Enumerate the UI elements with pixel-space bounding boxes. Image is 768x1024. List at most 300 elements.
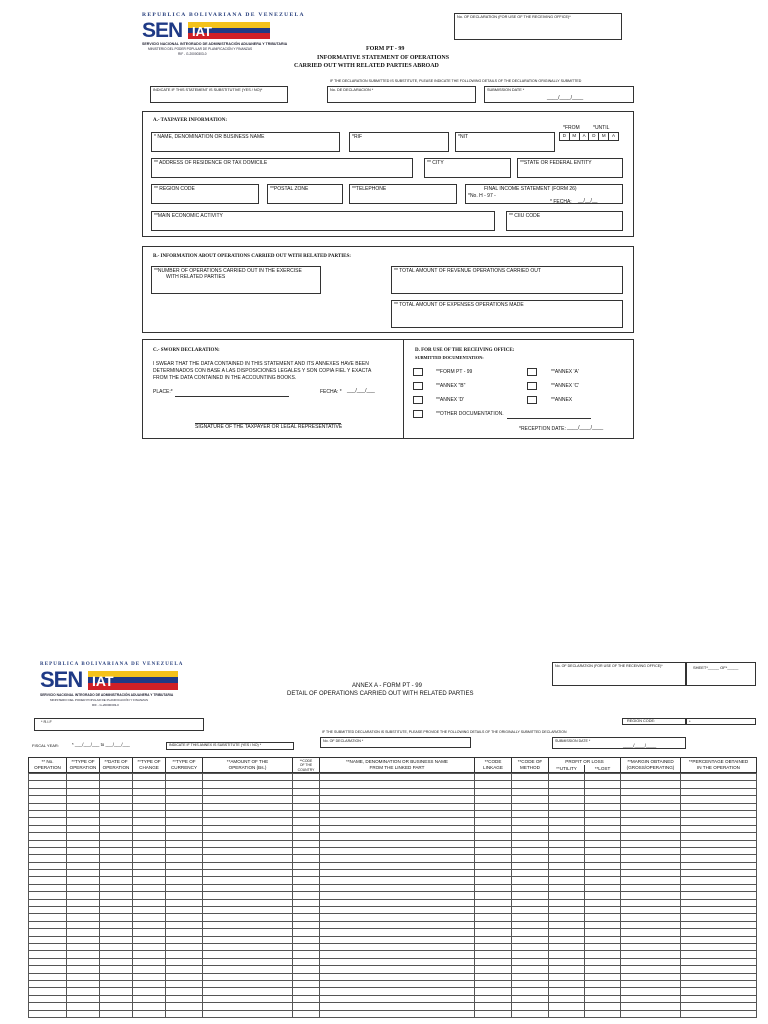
- table-cell[interactable]: [549, 936, 585, 943]
- table-row[interactable]: [29, 973, 757, 980]
- table-cell[interactable]: [585, 818, 621, 825]
- table-row[interactable]: [29, 943, 757, 950]
- table-cell[interactable]: [475, 914, 512, 921]
- table-cell[interactable]: [512, 988, 549, 995]
- table-cell[interactable]: [293, 899, 320, 906]
- table-cell[interactable]: [203, 862, 293, 869]
- table-cell[interactable]: [512, 862, 549, 869]
- table-cell[interactable]: [585, 958, 621, 965]
- table-cell[interactable]: [67, 1010, 100, 1017]
- table-row[interactable]: [29, 803, 757, 810]
- table-cell[interactable]: [293, 966, 320, 973]
- table-cell[interactable]: [621, 966, 681, 973]
- table-cell[interactable]: [133, 840, 166, 847]
- table-cell[interactable]: [621, 988, 681, 995]
- table-cell[interactable]: [293, 980, 320, 987]
- table-cell[interactable]: [100, 796, 133, 803]
- other-docs-line[interactable]: [507, 418, 591, 419]
- table-cell[interactable]: [29, 921, 67, 928]
- table-cell[interactable]: [585, 774, 621, 781]
- table-cell[interactable]: [512, 899, 549, 906]
- table-cell[interactable]: [512, 892, 549, 899]
- table-cell[interactable]: [475, 788, 512, 795]
- table-cell[interactable]: [475, 862, 512, 869]
- table-row[interactable]: [29, 847, 757, 854]
- table-cell[interactable]: [133, 803, 166, 810]
- table-cell[interactable]: [475, 774, 512, 781]
- table-cell[interactable]: [203, 892, 293, 899]
- table-row[interactable]: [29, 855, 757, 862]
- table-cell[interactable]: [475, 884, 512, 891]
- table-cell[interactable]: [67, 951, 100, 958]
- table-cell[interactable]: [549, 973, 585, 980]
- table-cell[interactable]: [100, 892, 133, 899]
- table-cell[interactable]: [621, 818, 681, 825]
- table-cell[interactable]: [621, 855, 681, 862]
- table-cell[interactable]: [549, 995, 585, 1002]
- table-cell[interactable]: [133, 847, 166, 854]
- table-cell[interactable]: [549, 980, 585, 987]
- table-cell[interactable]: [293, 855, 320, 862]
- annex-submission-date-box[interactable]: [552, 737, 686, 749]
- table-cell[interactable]: [549, 870, 585, 877]
- table-cell[interactable]: [29, 840, 67, 847]
- table-cell[interactable]: [29, 877, 67, 884]
- table-row[interactable]: [29, 825, 757, 832]
- table-cell[interactable]: [681, 958, 757, 965]
- table-cell[interactable]: [549, 788, 585, 795]
- table-cell[interactable]: [29, 788, 67, 795]
- table-cell[interactable]: [29, 936, 67, 943]
- table-cell[interactable]: [203, 995, 293, 1002]
- revenue-total-field[interactable]: [391, 266, 623, 294]
- table-cell[interactable]: [100, 929, 133, 936]
- table-cell[interactable]: [475, 855, 512, 862]
- table-cell[interactable]: [585, 995, 621, 1002]
- table-cell[interactable]: [203, 958, 293, 965]
- table-cell[interactable]: [166, 1010, 203, 1017]
- table-cell[interactable]: [133, 818, 166, 825]
- table-cell[interactable]: [475, 988, 512, 995]
- address-field[interactable]: [151, 158, 413, 178]
- table-cell[interactable]: [166, 788, 203, 795]
- table-cell[interactable]: [320, 929, 475, 936]
- table-cell[interactable]: [29, 796, 67, 803]
- table-cell[interactable]: [585, 833, 621, 840]
- table-cell[interactable]: [512, 818, 549, 825]
- table-cell[interactable]: [585, 810, 621, 817]
- table-cell[interactable]: [29, 980, 67, 987]
- table-cell[interactable]: [67, 899, 100, 906]
- table-cell[interactable]: [320, 796, 475, 803]
- table-cell[interactable]: [293, 825, 320, 832]
- table-cell[interactable]: [100, 914, 133, 921]
- table-cell[interactable]: [203, 796, 293, 803]
- table-cell[interactable]: [166, 884, 203, 891]
- table-row[interactable]: [29, 936, 757, 943]
- table-cell[interactable]: [320, 1003, 475, 1010]
- table-cell[interactable]: [29, 1003, 67, 1010]
- table-cell[interactable]: [100, 818, 133, 825]
- table-cell[interactable]: [681, 892, 757, 899]
- table-cell[interactable]: [100, 862, 133, 869]
- table-cell[interactable]: [320, 988, 475, 995]
- table-cell[interactable]: [293, 921, 320, 928]
- table-cell[interactable]: [585, 840, 621, 847]
- table-cell[interactable]: [585, 884, 621, 891]
- table-cell[interactable]: [475, 781, 512, 788]
- table-cell[interactable]: [681, 995, 757, 1002]
- submission-date-box[interactable]: [484, 86, 634, 103]
- table-cell[interactable]: [100, 877, 133, 884]
- table-cell[interactable]: [133, 855, 166, 862]
- table-cell[interactable]: [67, 921, 100, 928]
- table-cell[interactable]: [100, 1010, 133, 1017]
- table-cell[interactable]: [320, 810, 475, 817]
- table-row[interactable]: [29, 788, 757, 795]
- table-cell[interactable]: [475, 847, 512, 854]
- table-cell[interactable]: [29, 803, 67, 810]
- table-cell[interactable]: [293, 936, 320, 943]
- table-row[interactable]: [29, 899, 757, 906]
- table-cell[interactable]: [681, 929, 757, 936]
- table-cell[interactable]: [67, 936, 100, 943]
- table-cell[interactable]: [100, 825, 133, 832]
- region-code-field[interactable]: [151, 184, 259, 204]
- table-row[interactable]: [29, 907, 757, 914]
- table-cell[interactable]: [681, 973, 757, 980]
- table-cell[interactable]: [320, 884, 475, 891]
- table-cell[interactable]: [203, 966, 293, 973]
- table-cell[interactable]: [293, 788, 320, 795]
- table-cell[interactable]: [681, 943, 757, 950]
- table-cell[interactable]: [29, 907, 67, 914]
- table-cell[interactable]: [512, 796, 549, 803]
- table-cell[interactable]: [67, 958, 100, 965]
- table-cell[interactable]: [512, 1010, 549, 1017]
- table-row[interactable]: [29, 840, 757, 847]
- annex-substitute-indicator-box[interactable]: [166, 742, 294, 750]
- table-row[interactable]: [29, 781, 757, 788]
- table-cell[interactable]: [320, 847, 475, 854]
- table-cell[interactable]: [585, 921, 621, 928]
- table-cell[interactable]: [67, 995, 100, 1002]
- table-cell[interactable]: [585, 788, 621, 795]
- table-cell[interactable]: [166, 988, 203, 995]
- table-cell[interactable]: [512, 877, 549, 884]
- table-cell[interactable]: [29, 855, 67, 862]
- table-cell[interactable]: [475, 870, 512, 877]
- table-cell[interactable]: [166, 810, 203, 817]
- table-cell[interactable]: [621, 796, 681, 803]
- table-row[interactable]: [29, 862, 757, 869]
- table-cell[interactable]: [475, 796, 512, 803]
- table-cell[interactable]: [203, 1010, 293, 1017]
- table-cell[interactable]: [621, 921, 681, 928]
- table-cell[interactable]: [549, 781, 585, 788]
- table-cell[interactable]: [621, 884, 681, 891]
- table-cell[interactable]: [67, 803, 100, 810]
- table-cell[interactable]: [621, 1010, 681, 1017]
- table-cell[interactable]: [203, 951, 293, 958]
- table-cell[interactable]: [29, 818, 67, 825]
- table-cell[interactable]: [549, 840, 585, 847]
- table-row[interactable]: [29, 884, 757, 891]
- table-cell[interactable]: [681, 788, 757, 795]
- table-cell[interactable]: [512, 855, 549, 862]
- table-cell[interactable]: [67, 825, 100, 832]
- table-cell[interactable]: [29, 988, 67, 995]
- table-cell[interactable]: [166, 870, 203, 877]
- table-cell[interactable]: [681, 825, 757, 832]
- table-cell[interactable]: [681, 781, 757, 788]
- table-cell[interactable]: [512, 788, 549, 795]
- table-cell[interactable]: [166, 951, 203, 958]
- table-cell[interactable]: [29, 847, 67, 854]
- table-cell[interactable]: [203, 803, 293, 810]
- annex-table-body[interactable]: [28, 773, 757, 1018]
- table-cell[interactable]: [681, 907, 757, 914]
- table-cell[interactable]: [203, 870, 293, 877]
- table-cell[interactable]: [475, 840, 512, 847]
- table-cell[interactable]: [293, 1010, 320, 1017]
- table-cell[interactable]: [166, 892, 203, 899]
- table-cell[interactable]: [320, 973, 475, 980]
- table-cell[interactable]: [133, 870, 166, 877]
- table-cell[interactable]: [621, 803, 681, 810]
- table-row[interactable]: [29, 914, 757, 921]
- table-cell[interactable]: [512, 840, 549, 847]
- table-cell[interactable]: [320, 936, 475, 943]
- checkbox-annex-a[interactable]: [527, 368, 537, 376]
- table-cell[interactable]: [100, 943, 133, 950]
- table-row[interactable]: [29, 810, 757, 817]
- table-cell[interactable]: [681, 847, 757, 854]
- table-cell[interactable]: [621, 914, 681, 921]
- table-cell[interactable]: [621, 1003, 681, 1010]
- table-cell[interactable]: [585, 936, 621, 943]
- table-row[interactable]: [29, 929, 757, 936]
- table-cell[interactable]: [585, 907, 621, 914]
- table-cell[interactable]: [133, 788, 166, 795]
- table-cell[interactable]: [585, 988, 621, 995]
- table-cell[interactable]: [67, 781, 100, 788]
- table-cell[interactable]: [475, 892, 512, 899]
- table-cell[interactable]: [166, 833, 203, 840]
- table-cell[interactable]: [133, 862, 166, 869]
- table-cell[interactable]: [585, 847, 621, 854]
- table-cell[interactable]: [166, 973, 203, 980]
- table-cell[interactable]: [133, 936, 166, 943]
- table-cell[interactable]: [67, 810, 100, 817]
- table-cell[interactable]: [67, 966, 100, 973]
- table-cell[interactable]: [585, 943, 621, 950]
- table-cell[interactable]: [549, 966, 585, 973]
- table-cell[interactable]: [29, 810, 67, 817]
- table-cell[interactable]: [475, 1003, 512, 1010]
- table-cell[interactable]: [549, 825, 585, 832]
- table-cell[interactable]: [203, 774, 293, 781]
- table-cell[interactable]: [293, 943, 320, 950]
- table-cell[interactable]: [293, 907, 320, 914]
- table-cell[interactable]: [549, 943, 585, 950]
- table-cell[interactable]: [475, 995, 512, 1002]
- table-cell[interactable]: [67, 847, 100, 854]
- table-cell[interactable]: [475, 833, 512, 840]
- table-cell[interactable]: [29, 943, 67, 950]
- table-cell[interactable]: [585, 796, 621, 803]
- table-cell[interactable]: [203, 943, 293, 950]
- table-cell[interactable]: [293, 810, 320, 817]
- table-cell[interactable]: [133, 796, 166, 803]
- table-cell[interactable]: [100, 847, 133, 854]
- table-cell[interactable]: [203, 980, 293, 987]
- table-cell[interactable]: [133, 995, 166, 1002]
- table-row[interactable]: [29, 870, 757, 877]
- table-cell[interactable]: [293, 774, 320, 781]
- table-cell[interactable]: [166, 855, 203, 862]
- table-cell[interactable]: [293, 995, 320, 1002]
- table-cell[interactable]: [166, 936, 203, 943]
- table-cell[interactable]: [133, 899, 166, 906]
- table-cell[interactable]: [549, 847, 585, 854]
- table-cell[interactable]: [320, 958, 475, 965]
- table-cell[interactable]: [549, 988, 585, 995]
- table-cell[interactable]: [133, 988, 166, 995]
- table-row[interactable]: [29, 966, 757, 973]
- table-cell[interactable]: [67, 862, 100, 869]
- table-cell[interactable]: [203, 899, 293, 906]
- table-cell[interactable]: [166, 914, 203, 921]
- table-cell[interactable]: [293, 958, 320, 965]
- table-cell[interactable]: [67, 973, 100, 980]
- checkbox-annex-c[interactable]: [527, 382, 537, 390]
- table-cell[interactable]: [203, 907, 293, 914]
- table-cell[interactable]: [475, 803, 512, 810]
- table-cell[interactable]: [100, 870, 133, 877]
- table-cell[interactable]: [475, 980, 512, 987]
- table-cell[interactable]: [681, 796, 757, 803]
- table-cell[interactable]: [100, 788, 133, 795]
- table-cell[interactable]: [320, 803, 475, 810]
- table-cell[interactable]: [67, 980, 100, 987]
- table-row[interactable]: [29, 833, 757, 840]
- table-cell[interactable]: [67, 884, 100, 891]
- table-cell[interactable]: [293, 870, 320, 877]
- table-cell[interactable]: [585, 803, 621, 810]
- table-cell[interactable]: [681, 1010, 757, 1017]
- table-cell[interactable]: [29, 781, 67, 788]
- table-cell[interactable]: [29, 899, 67, 906]
- table-cell[interactable]: [166, 774, 203, 781]
- table-cell[interactable]: [29, 966, 67, 973]
- table-row[interactable]: [29, 774, 757, 781]
- city-field[interactable]: [424, 158, 511, 178]
- table-cell[interactable]: [585, 973, 621, 980]
- table-cell[interactable]: [621, 936, 681, 943]
- table-cell[interactable]: [293, 929, 320, 936]
- table-cell[interactable]: [67, 1003, 100, 1010]
- table-cell[interactable]: [549, 810, 585, 817]
- table-cell[interactable]: [100, 907, 133, 914]
- table-cell[interactable]: [621, 907, 681, 914]
- table-cell[interactable]: [681, 774, 757, 781]
- table-cell[interactable]: [512, 921, 549, 928]
- table-cell[interactable]: [133, 943, 166, 950]
- substitute-indicator-box[interactable]: [150, 86, 288, 103]
- table-cell[interactable]: [29, 870, 67, 877]
- table-cell[interactable]: [681, 936, 757, 943]
- table-cell[interactable]: [133, 781, 166, 788]
- table-cell[interactable]: [166, 781, 203, 788]
- table-cell[interactable]: [67, 877, 100, 884]
- table-cell[interactable]: [166, 862, 203, 869]
- table-cell[interactable]: [203, 825, 293, 832]
- table-cell[interactable]: [293, 914, 320, 921]
- table-cell[interactable]: [293, 951, 320, 958]
- table-cell[interactable]: [621, 892, 681, 899]
- table-cell[interactable]: [320, 862, 475, 869]
- table-cell[interactable]: [512, 914, 549, 921]
- table-cell[interactable]: [29, 774, 67, 781]
- table-cell[interactable]: [29, 884, 67, 891]
- table-cell[interactable]: [100, 840, 133, 847]
- table-cell[interactable]: [133, 1010, 166, 1017]
- table-cell[interactable]: [320, 877, 475, 884]
- table-cell[interactable]: [512, 810, 549, 817]
- table-cell[interactable]: [100, 966, 133, 973]
- table-cell[interactable]: [585, 1003, 621, 1010]
- table-cell[interactable]: [549, 899, 585, 906]
- table-cell[interactable]: [293, 833, 320, 840]
- table-cell[interactable]: [475, 966, 512, 973]
- table-cell[interactable]: [67, 788, 100, 795]
- table-row[interactable]: [29, 958, 757, 965]
- table-cell[interactable]: [166, 958, 203, 965]
- original-declaration-box[interactable]: [327, 86, 476, 103]
- table-cell[interactable]: [67, 840, 100, 847]
- table-cell[interactable]: [320, 899, 475, 906]
- table-row[interactable]: [29, 921, 757, 928]
- table-cell[interactable]: [133, 966, 166, 973]
- table-cell[interactable]: [133, 877, 166, 884]
- table-cell[interactable]: [67, 796, 100, 803]
- table-cell[interactable]: [585, 966, 621, 973]
- table-cell[interactable]: [621, 995, 681, 1002]
- table-cell[interactable]: [133, 1003, 166, 1010]
- table-cell[interactable]: [320, 921, 475, 928]
- table-cell[interactable]: [293, 781, 320, 788]
- table-cell[interactable]: [166, 921, 203, 928]
- table-cell[interactable]: [100, 973, 133, 980]
- table-cell[interactable]: [475, 810, 512, 817]
- table-cell[interactable]: [203, 833, 293, 840]
- table-cell[interactable]: [320, 892, 475, 899]
- table-cell[interactable]: [67, 833, 100, 840]
- table-cell[interactable]: [475, 936, 512, 943]
- table-cell[interactable]: [293, 840, 320, 847]
- table-cell[interactable]: [293, 1003, 320, 1010]
- table-cell[interactable]: [100, 810, 133, 817]
- table-cell[interactable]: [320, 907, 475, 914]
- annex-declaration-number-box[interactable]: [552, 662, 686, 686]
- table-cell[interactable]: [512, 803, 549, 810]
- table-cell[interactable]: [293, 973, 320, 980]
- table-cell[interactable]: [29, 914, 67, 921]
- table-cell[interactable]: [549, 803, 585, 810]
- postal-zone-field[interactable]: [267, 184, 343, 204]
- table-cell[interactable]: [293, 847, 320, 854]
